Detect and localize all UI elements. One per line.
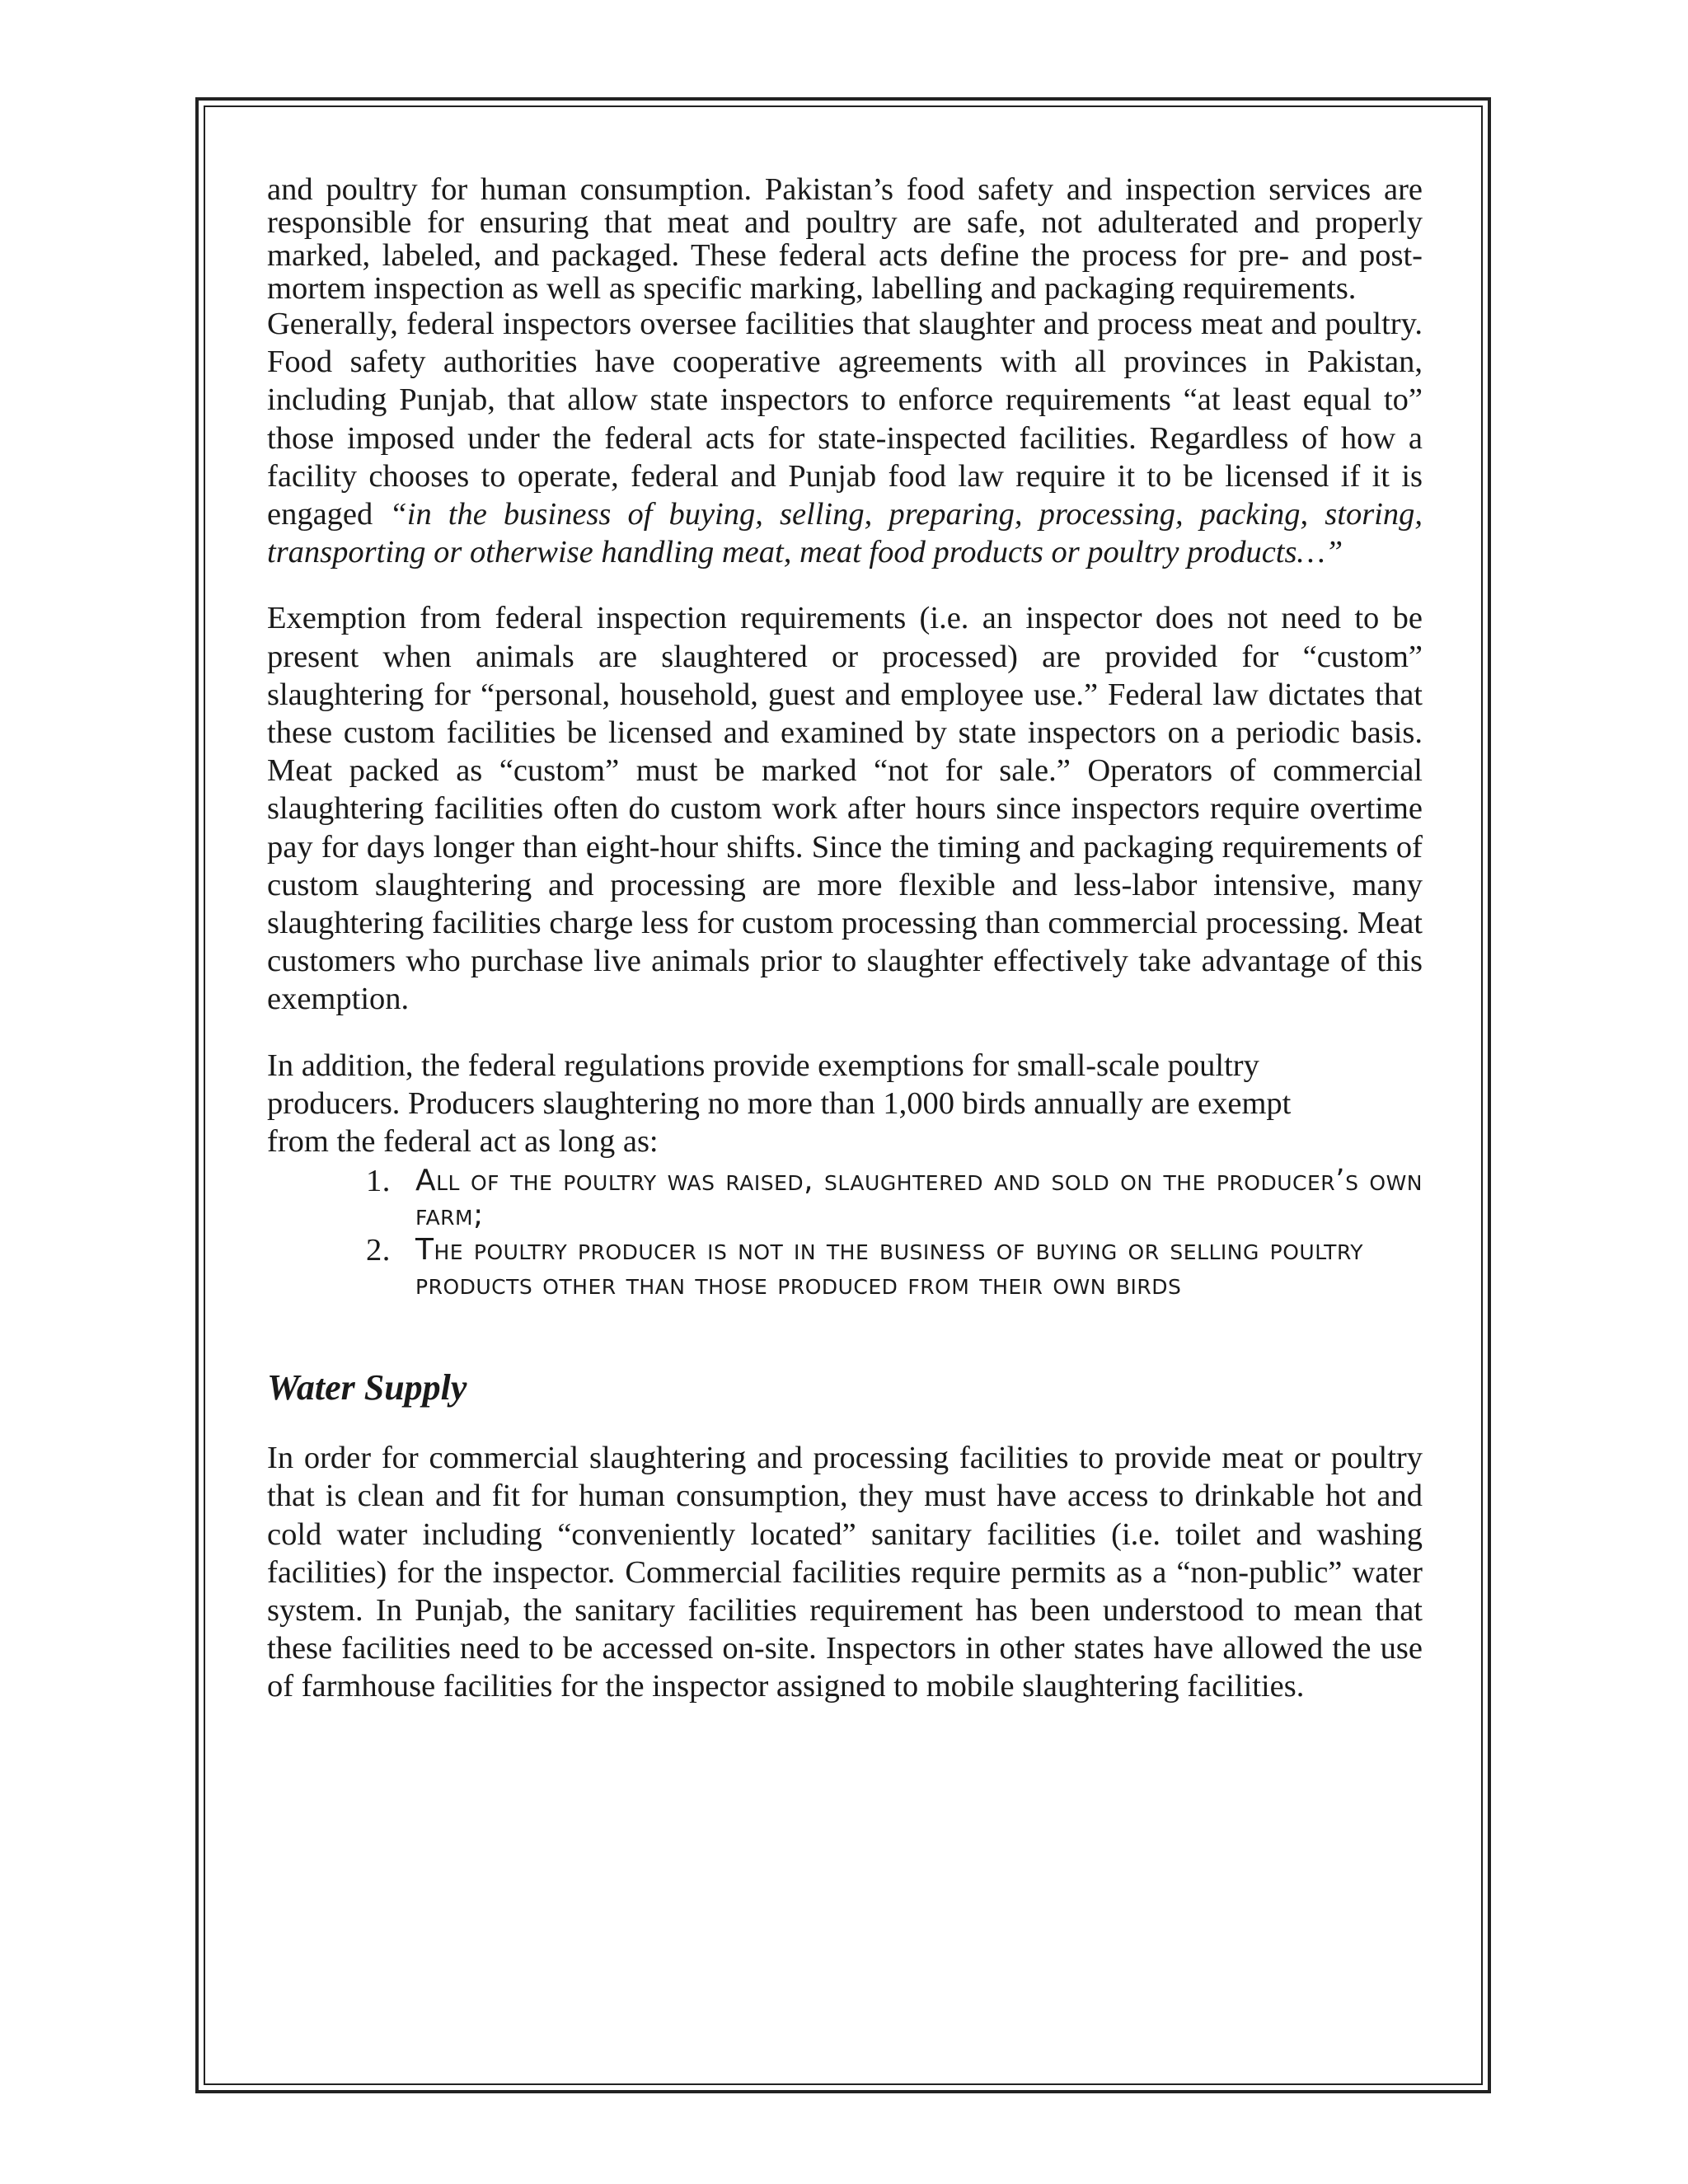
list-item [267,1233,1423,1302]
poultry-exemption-line-1: In addition, the federal regulations provide exemptions for small-scale poultry [267,1047,1259,1083]
exemption-conditions-list [267,1164,1423,1302]
list-item-number: 2. [366,1233,391,1268]
paragraph-federal-inspectors-text: Generally, federal inspectors oversee facilities that slaughter and process meat and poultry. Food safety authorities have cooperative agreements with all provinces in Pakistan, including Punjab, that allow state inspectors to enforce requirements “at least equal to” those imposed under the federal acts for state-inspected facilities. Regardless of how a facility chooses to operate, federal and Punjab food law require it to be licensed if it is engaged [267,307,1423,532]
list-item-number: 1. [366,1164,391,1199]
list-item-text: All of the poultry was raised, slaughtered and sold on the producer’s own farm; [415,1164,1423,1233]
licensing-quote: “in the business of buying, selling, preparing, processing, packing, storing, transporting or otherwise handling meat, meat food products or poultry products…” [267,497,1423,570]
paragraph-gap [267,1019,1423,1047]
poultry-exemption-line-2: producers. Producers slaughtering no more than 1,000 birds annually are exempt [267,1085,1292,1121]
paragraph-custom-exemption: Exemption from federal inspection requirements (i.e. an inspector does not need to be present when animals are slaughtered or processed) are provided for “custom” slaughtering for “personal, household, guest and employee use.” Federal law dictates that these custom facilities be licensed and examined by state inspectors on a periodic basis. Meat packed as “custom” must be marked “not for sale.” Operators of commercial slaughtering facilities often do custom work after hours since inspectors require overtime pay for days longer than eight-hour shifts. Since the timing and packaging requirements of custom slaughtering and processing are more flexible and less-labor intensive, many slaughtering facilities charge less for custom processing than commercial processing. Meat customers who purchase live animals prior to slaughter effectively take advantage of this exemption. [267,601,1423,1017]
paragraph-water-supply: In order for commercial slaughtering and processing facilities to provide meat or poultry that is clean and fit for human consumption, they must have access to drinkable hot and cold water including “conveniently located” sanitary facilities (i.e. toilet and washing facilities) for the inspector. Commercial facilities require permits as a “non-public” water system. In Punjab, the sanitary facilities requirement has been understood to mean that these facilities need to be accessed on-site. Inspectors in other states have allowed the use of farmhouse facilities for the inspector assigned to mobile slaughtering facilities. [267,1441,1423,1704]
paragraph-gap [267,571,1423,599]
poultry-exemption-line-3: from the federal act as long as: [267,1124,659,1160]
list-item-text: The poultry producer is not in the business of buying or selling poultry products other than those produced from their own birds [415,1233,1363,1302]
paragraph-inspection-services: and poultry for human consumption. Pakistan’s food safety and inspection services are responsible for ensuring that meat and poultry are safe, not adulterated and properly marked, labeled, and packaged. These federal acts define the process for pre- and post-mortem inspection as well as specific marking, labelling and packaging requirements. [267,172,1423,306]
section-heading-water-supply: Water Supply [267,1367,467,1408]
paragraph-federal-inspectors [267,305,1423,571]
list-item [267,1164,1423,1233]
paragraph-poultry-exemption [267,1047,1423,1161]
document-body [267,173,1423,1706]
